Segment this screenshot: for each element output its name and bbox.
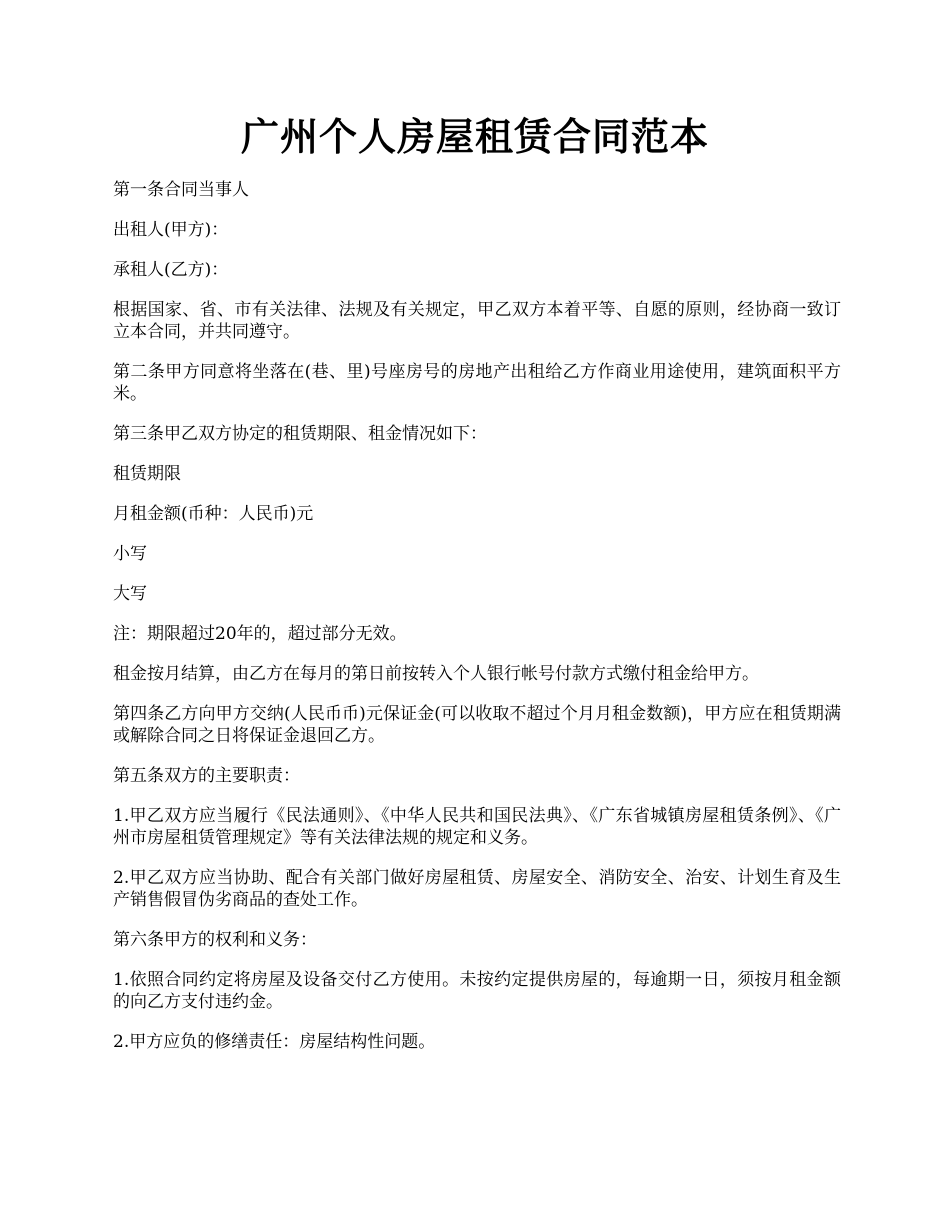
- paragraph-amount-uppercase: 大写: [113, 584, 147, 604]
- paragraph-article-2: 第二条甲方同意将坐落在(巷、里)号座房号的房地产出租给乙方作商业用途使用，建筑面积平方米。: [113, 362, 841, 404]
- paragraph-article-3-heading: 第三条甲乙双方协定的租赁期限、租金情况如下：: [113, 424, 487, 444]
- paragraph-article-6-heading: 第六条甲方的权利和义务：: [113, 930, 317, 950]
- paragraph-article-5-item-2: 2.甲乙双方应当协助、配合有关部门做好房屋租赁、房屋安全、消防安全、治安、计划生育及生产销售假冒伪劣商品的查处工作。: [113, 868, 841, 910]
- paragraph-lease-term: 租赁期限: [113, 464, 181, 484]
- paragraph-article-1-heading: 第一条合同当事人: [113, 180, 249, 200]
- paragraph-rent-settlement: 租金按月结算，由乙方在每月的第日前按转入个人银行帐号付款方式缴付租金给甲方。: [113, 664, 759, 684]
- paragraph-monthly-rent: 月租金额(币种：人民币)元: [113, 504, 314, 524]
- paragraph-article-6-item-1: 1.依照合同约定将房屋及设备交付乙方使用。未按约定提供房屋的，每逾期一日，须按月租金额的向乙方支付违约金。: [113, 970, 841, 1012]
- paragraph-article-4: 第四条乙方向甲方交纳(人民币币)元保证金(可以收取不超过个月月租金数额)，甲方应在租赁期满或解除合同之日将保证金退回乙方。: [113, 704, 841, 746]
- paragraph-term-note: 注：期限超过20年的，超过部分无效。: [113, 624, 407, 644]
- document-body: [113, 179, 841, 1071]
- paragraph-lessor: 出租人(甲方)：: [113, 220, 229, 240]
- paragraph-preamble: 根据国家、省、市有关法律、法规及有关规定，甲乙双方本着平等、自愿的原则，经协商一致订立本合同，并共同遵守。: [113, 300, 841, 342]
- paragraph-article-5-heading: 第五条双方的主要职责：: [113, 766, 300, 786]
- paragraph-article-5-item-1: 1.甲乙双方应当履行《民法通则》、《中华人民共和国民法典》、《广东省城镇房屋租赁条例》、《广州市房屋租赁管理规定》等有关法律法规的规定和义务。: [113, 806, 841, 848]
- paragraph-lessee: 承租人(乙方)：: [113, 260, 229, 280]
- paragraph-article-6-item-2: 2.甲方应负的修缮责任：房屋结构性问题。: [113, 1032, 436, 1052]
- paragraph-amount-lowercase: 小写: [113, 544, 147, 564]
- document-title: 广州个人房屋租赁合同范本: [240, 114, 709, 159]
